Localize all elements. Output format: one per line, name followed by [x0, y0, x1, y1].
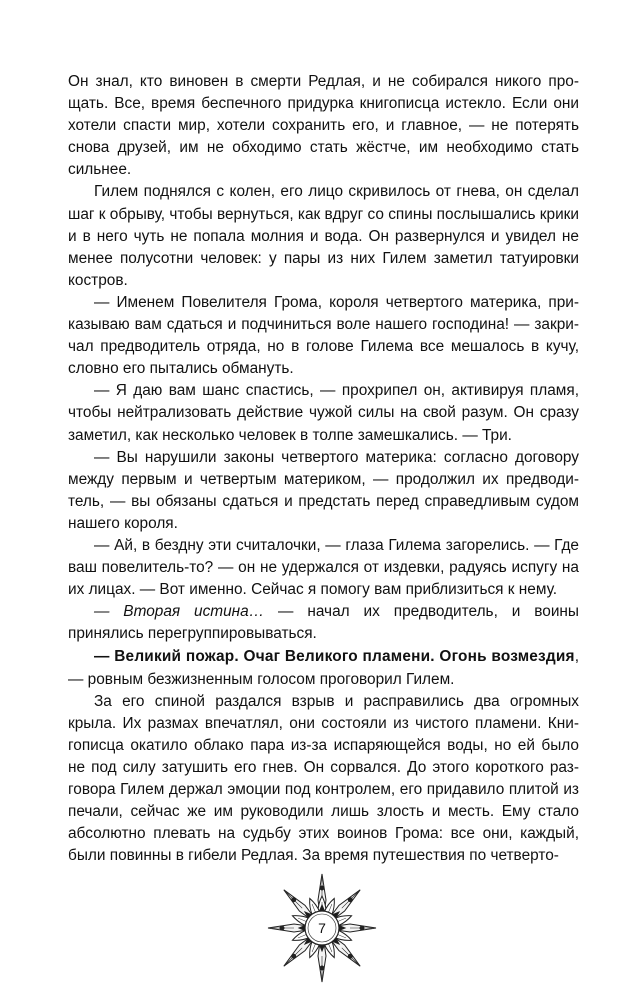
paragraph-3: — Именем Повелителя Грома, короля четвертого материка, приказываю вам сдаться и подчиниться воле нашего господина! — закричал предводитель отряда, но в голове Гилема все мешалось в кучу, словно его пытались обмануть. — [68, 293, 579, 378]
paragraph-1: Он знал, кто виновен в смерти Редлая, и не собирался никого прощать. Все, время беспечного придурка книгописца истекло. Если они хотели спасти мир, хотели сохранить его, и главное, — не потерять снова друзей, им не обходимо стать жёстче, им необходимо стать сильнее. — [68, 73, 579, 179]
bold-incantation: — Великий пожар. Очаг Великого пламени. Огонь возмездия — [94, 648, 575, 666]
paragraph-6: — Ай, в бездну эти считалочки, — глаза Гилема загорелись. — Где ваш повелитель-то? — он не удержался от издевки, радуясь испугу на их лицах. — Вот именно. Сейчас я помогу вам приблизиться к нему. — [68, 536, 579, 599]
paragraph-7-rest: — начал их предводитель, и воины принялись перегруппировываться. — [68, 603, 579, 643]
paragraph-2: Гилем поднялся с колен, его лицо скривилось от гнева, он сделал шаг к обрыву, чтобы вернуться, как вдруг со спины послышались крики и в него чуть не попала молния и вода. Он развернулся и увидел не менее полусотни человек: у пары из них Гилем заметил татуировки костров. — [68, 183, 580, 289]
page-body — [68, 71, 579, 867]
italic-phrase: — Вторая истина… — [94, 603, 265, 621]
paragraph-7 — [68, 601, 579, 645]
paragraph-9: За его спиной раздался взрыв и расправились два огромных крыла. Их размах впечатлял, они состояли из чистого пламени. Книгописца окатило облако пара из-за испаряющейся воды, но ей было не под силу затушить его гнев. Он сорвался. До этого короткого разговора Гилем держал эмоции под контролем, его придавило плитой из печали, сейчас же им руководили лишь злость и месть. Ему стало абсолютно плевать на судьбу этих воинов Грома: все они, каждый, были повинны в гибели Редлая. За время путешествия по четверто- — [68, 692, 579, 865]
page-number: 7 — [318, 920, 326, 936]
paragraph-5: — Вы нарушили законы четвертого материка: согласно договору между первым и четвертым материком, — продолжил их предводитель, — вы обязаны сдаться и предстать перед справедливым судом нашего короля. — [68, 448, 579, 532]
paragraph-4: — Я даю вам шанс спастись, — прохрипел он, активируя пламя, чтобы нейтрализовать действие чужой силы на свой разум. Он сразу заметил, как несколько человек в толпе замешкались. — Три. — [68, 382, 579, 444]
paragraph-8-rest: , — ровным безжизненным голосом проговорил Гилем. — [68, 648, 579, 688]
page-ornament — [262, 868, 382, 988]
paragraph-8 — [68, 646, 579, 690]
